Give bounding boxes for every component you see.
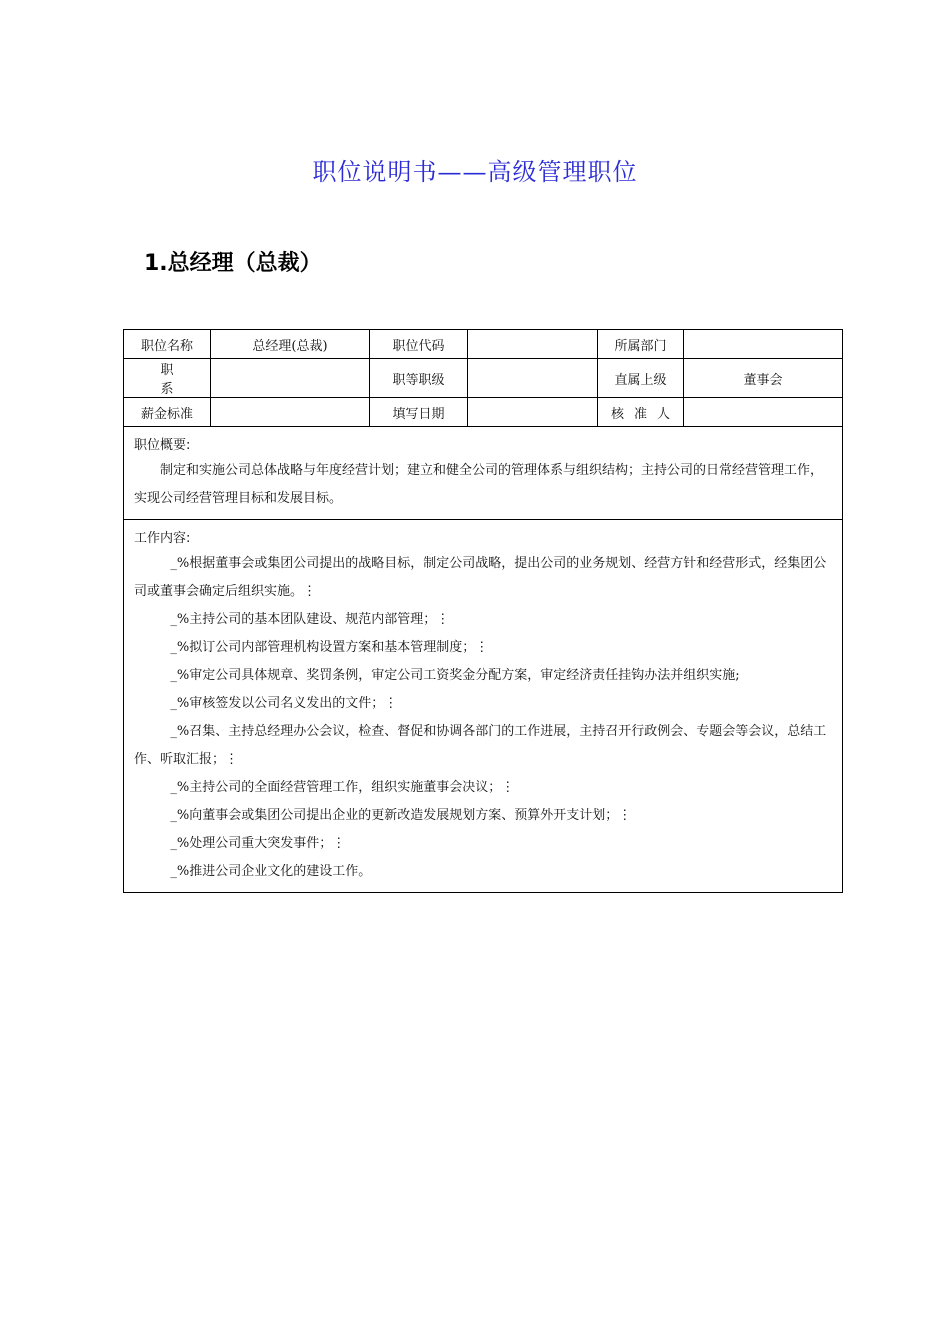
duties-title: 工作内容: xyxy=(134,531,191,546)
table-row xyxy=(124,359,843,398)
fill-date-value xyxy=(468,398,598,427)
duty-item: _%拟订公司内部管理机构设置方案和基本管理制度；⋮ xyxy=(170,640,489,655)
position-name-value: 总经理(总裁) xyxy=(211,330,370,359)
approver-value xyxy=(684,398,843,427)
department-value xyxy=(684,330,843,359)
duty-item: _%向董事会或集团公司提出企业的更新改造发展规划方案、预算外开支计划；⋮ xyxy=(170,808,632,823)
supervisor-value: 董事会 xyxy=(684,359,843,398)
supervisor-label: 直属上级 xyxy=(598,359,684,398)
grade-label: 职等职级 xyxy=(370,359,468,398)
duty-item: _%主持公司的基本团队建设、规范内部管理；⋮ xyxy=(170,612,450,627)
overview-cell xyxy=(124,427,843,520)
overview-title: 职位概要: xyxy=(134,438,191,453)
department-label: 所属部门 xyxy=(598,330,684,359)
fill-date-label: 填写日期 xyxy=(370,398,468,427)
overview-text: 制定和实施公司总体战略与年度经营计划；建立和健全公司的管理体系与组织结构；主持公司的日常经营管理工作，实现公司经营管理目标和发展目标。 xyxy=(134,463,824,506)
duties-cell xyxy=(124,520,843,893)
salary-standard-value xyxy=(211,398,370,427)
approver-label: 核准人 xyxy=(598,398,684,427)
duties-row xyxy=(124,520,843,893)
position-code-label: 职位代码 xyxy=(370,330,468,359)
duty-item: _%根据董事会或集团公司提出的战略目标，制定公司战略，提出公司的业务规划、经营方针和经营形式，经集团公司或董事会确定后组织实施。⋮ xyxy=(134,556,827,599)
position-code-value xyxy=(468,330,598,359)
salary-standard-label: 薪金标准 xyxy=(124,398,211,427)
duty-item: _%主持公司的全面经营管理工作，组织实施董事会决议；⋮ xyxy=(170,780,515,795)
job-family-value xyxy=(211,359,370,398)
duty-item: _%处理公司重大突发事件；⋮ xyxy=(170,836,346,851)
table-row xyxy=(124,330,843,359)
duty-item: _%审核签发以公司名义发出的文件；⋮ xyxy=(170,696,398,711)
grade-value xyxy=(468,359,598,398)
job-family-label: 职系 xyxy=(124,359,211,398)
duty-item: _%推进公司企业文化的建设工作。 xyxy=(170,864,372,879)
document-title: 职位说明书——高级管理职位 xyxy=(312,158,638,186)
position-name-label: 职位名称 xyxy=(124,330,211,359)
duty-item: _%召集、主持总经理办公会议，检查、督促和协调各部门的工作进展，主持召开行政例会、专题会等会议，总结工作、听取汇报；⋮ xyxy=(134,724,827,767)
duty-item: _%审定公司具体规章、奖罚条例，审定公司工资奖金分配方案，审定经济责任挂钩办法并组织实施; xyxy=(170,668,740,683)
job-description-table xyxy=(123,329,843,893)
overview-row xyxy=(124,427,843,520)
table-row xyxy=(124,398,843,427)
section-heading: 1.总经理（总裁） xyxy=(144,251,322,276)
